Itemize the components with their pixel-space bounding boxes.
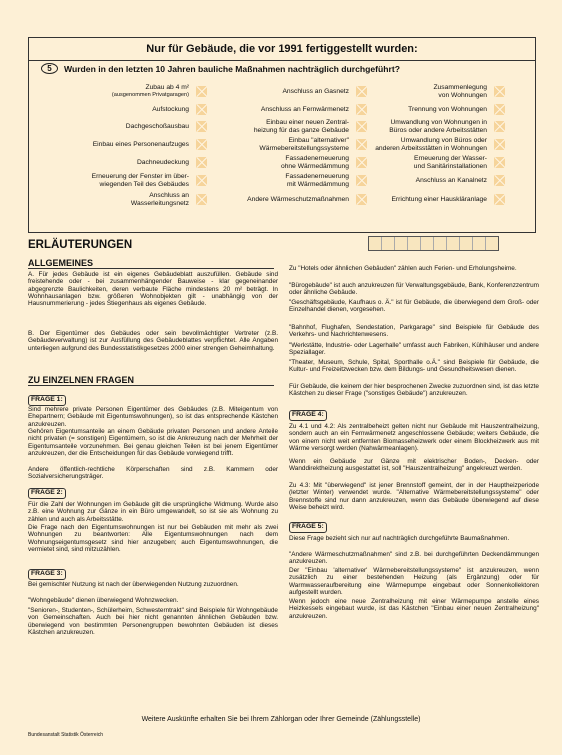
option-line: Dachneudeckung [136,159,189,166]
option-line: Büros oder andere Arbeitsstätten [389,126,487,134]
option-label [408,106,487,114]
frage5-p4: Wenn jedoch eine neue Zentralheizung mit einer Wärmepumpe anstelle eines Heizkessels eingebaut wurde, ist das Kästchen "Einbau einer neuen Zentralheizung" anzukreuzen. [289,598,539,620]
option-checkbox[interactable] [494,157,505,168]
option-checkbox[interactable] [356,86,367,97]
frage3-p3: "Senioren-, Studenten-, Schülerheim, Schwesterntrakt" sind Beispiele für Wohngebäude von Gemeinschaften. Auch bei hier nicht genannten ähnlichen Gebäuden bzw. überwiegend von bestimmten Personengruppen bewohnten Gebäuden ist dieses Kästchen anzukreuzen. [28,607,278,637]
question-number: 5 [41,63,58,74]
option-label [137,159,189,167]
option-line: Dachgeschoßausbau [125,123,189,130]
option-checkbox[interactable] [196,139,207,150]
option-line: Trennung von Wohnungen [408,106,487,113]
construction-measures-section [28,37,536,233]
option-line: und Sanitärinstallationen [413,162,487,170]
option-label [285,173,349,188]
option-line: Erneuerung der Wasser- [414,155,487,162]
frage3-r3: "Geschäftsgebäude, Kaufhaus o. Ä." ist für Gebäude, die überwiegend dem Groß- oder Einzelhandel dienen, vorgesehen. [289,299,539,314]
option-line: Einbau "alternativer" [288,137,349,144]
frage3-r4: "Bahnhof, Flughafen, Sendestation, Parkgarage" sind Beispiele für Gebäude des Verkehrs- und Nachrichtenwesens. [289,324,539,339]
option-line: Aufstockung [152,106,189,113]
option-line: Zusammenlegung [433,84,487,91]
option-line: Errichtung einer Hauskläranlage [391,196,487,203]
code-boxes[interactable] [368,236,499,251]
tag-frage-1: FRAGE 1: [28,395,66,406]
option-label [414,155,487,170]
frage3-p1: Bei gemischter Nutzung ist nach der überwiegenden Nutzung zuzuordnen. [28,581,239,588]
specific-heading: ZU EINZELNEN FRAGEN [28,375,274,386]
option-checkbox[interactable] [356,104,367,115]
option-label [131,192,189,207]
frage1-p1: Sind mehrere private Personen Eigentümer des Gebäudes (z.B. Miteigentum von Ehepartnern; Gebäude mit Eigentumswohnungen), so ist das entsprechende Kästchen anzukreuzen. [28,406,278,428]
option-label [254,119,349,134]
question-text: Wurden in den letzten 10 Jahren bauliche Maßnahmen nachträglich durchgeführt? [64,63,400,74]
option-checkbox[interactable] [356,194,367,205]
tag-frage-3: FRAGE 3: [28,569,66,580]
option-checkbox[interactable] [356,139,367,150]
option-checkbox[interactable] [494,139,505,150]
option-line: Umwandlung von Wohnungen in [390,119,487,126]
option-line: Anschluss an Fernwärmenetz [260,106,349,113]
option-checkbox[interactable] [356,157,367,168]
option-label [112,84,189,99]
general-b: B. Der Eigentümer des Gebäudes oder sein bevollmächtigter Vertreter (z.B. Gebäudeverwaltung) ist zur Ausfüllung des Gebäudeblattes verpflichtet. Alle Angaben unterliegen aufgrund des Bundesstatistikgesetzes 2000 einer strengen Geheimhaltung. [28,330,278,352]
frage5-p2: "Andere Wärmeschutzmaßnahmen" sind z.B. bei durchgeführten Deckendämmungen anzukreuzen. [289,551,539,566]
option-label [152,106,189,114]
option-line: Wasserleitungsnetz [130,199,189,207]
option-label [375,137,487,152]
explanations-title: ERLÄUTERUNGEN [28,239,133,251]
option-line: Einbau einer neuen Zentral- [266,119,349,126]
general-heading: ALLGEMEINES [28,258,274,269]
option-line: heizung für das ganze Gebäude [253,126,349,134]
option-checkbox[interactable] [494,175,505,186]
option-line: Fassadenerneuerung [285,173,349,180]
option-label [282,88,349,96]
option-label [261,106,349,114]
frage4-p2: Wenn ein Gebäude zur Gänze mit elektrischer Boden-, Decken- oder Wanddirektheizung ausgestattet ist, soll "Hauszentralheizung" angekreuzt werden. [289,458,539,473]
option-label [259,137,349,152]
question-5 [41,63,400,74]
option-line: von Wohnungen [438,91,487,99]
option-checkbox[interactable] [196,104,207,115]
option-checkbox[interactable] [494,121,505,132]
option-checkbox[interactable] [494,86,505,97]
footer-note: Weitere Auskünfte erhalten Sie bei Ihrem Zählorgan oder Ihrer Gemeinde (Zählungsstelle) [141,716,421,723]
option-checkbox[interactable] [196,194,207,205]
frage3-r7: Für Gebäude, die keinem der hier besprochenen Zwecke zuzuordnen sind, ist das letzte Kästchen zu dieser Frage ("sonstiges Gebäude") anzukreuzen. [289,383,539,398]
frage1-p2: Gehören Eigentumsanteile an einem Gebäude privaten Personen und andere Anteile nicht privaten (= sonstigen) Eigentümern, so ist die Ankreuzung nach der Mehrheit der Eigentumsanteile vorzunehmen. Bei genau gleichen Teilen ist bei jenem Eigentümer anzukreuzen, der die Entscheidungen für das Gebäude vorwiegend trifft. [28,428,278,458]
frage3-r5: "Werkstätte, Industrie- oder Lagerhalle" umfasst auch Fabriken, Kühlhäuser und andere Speziallager. [289,342,539,357]
option-line: Erneuerung der Fenster im über- [91,173,189,180]
option-line: ohne Wärmedämmung [280,162,349,170]
option-label [433,84,487,99]
option-checkbox[interactable] [196,86,207,97]
divider [29,60,535,61]
frage5-p1: Diese Frage bezieht sich nur auf nachträglich durchgeführte Baumaßnahmen. [289,535,510,542]
option-label [391,196,487,204]
option-line: Anschluss an [149,192,189,199]
option-checkbox[interactable] [196,121,207,132]
option-line: anderen Arbeitsstätten in Wohnungen [375,144,487,152]
option-checkbox[interactable] [196,175,207,186]
option-label [247,196,349,204]
option-line: Anschluss an Gasnetz [282,88,349,95]
option-line: Wärmebereitstellungssysteme [259,144,349,152]
option-label [93,141,189,149]
tag-frage-4: FRAGE 4: [289,410,327,421]
frage3-p2: "Wohngebäude" dienen überwiegend Wohnzwecken. [28,597,179,604]
section-title: Nur für Gebäude, die vor 1991 fertiggestellt wurden: [146,43,418,55]
option-label [126,123,189,131]
frage4-p1: Zu 4.1 und 4.2: Als zentralbeheizt gelten nicht nur Gebäude mit Hauszentralheizung, sondern auch an ein Fernwärmenetz angeschlossene Gebäude; weiters Gebäude, die von einem nicht weit entfernten Biomasseheizwerk oder einem Blockheizwerk aus mit Wärme versorgt werden (Nahwärmeanlagen). [289,423,539,453]
option-line: Einbau eines Personenaufzuges [92,141,189,148]
frage4-p3: Zu 4.3: Mit "überwiegend" ist jener Brennstoff gemeint, der in der Hauptheizperiode (letzter Winter) verwendet wurde. "Alternative Wärmebereitstellungssysteme" oder Brennstoffe sind nur dann anzukreuzen, wenn das Gebäude überwiegend auf diese Weise beheizt wird. [289,482,539,512]
frage3-r2: "Bürogebäude" ist auch anzukreuzen für Verwaltungsgebäude, Bank, Konferenzzentrum oder ähnliche Gebäude. [289,282,539,297]
general-a: A. Für jedes Gebäude ist ein eigenes Gebäudeblatt auszufüllen. Gebäude sind freistehende oder - bei zusammenhängender Bauweise - klar gegeneinander abgegrenzte Baulichkeiten, deren verbaute Fläche mindestens 20 m² beträgt. In Wohnhausanlagen bzw. größeren Wohnobjekten gilt - unabhängig von der Hausnummerierung - jedes Stiegenhaus als eigenes Gebäude. [28,271,278,308]
option-label [389,119,487,134]
option-label [416,177,487,185]
option-line: (ausgenommen Privatgaragen) [111,91,189,98]
frage2-p1: Für die Zahl der Wohnungen im Gebäude gilt die ursprüngliche Widmung. Wurde also z.B. eine Wohnung zur Gänze in ein Büro umgewandelt, so ist sie als Wohnung zu zählen und auch als Arbeitsstätte. [28,501,278,523]
option-checkbox[interactable] [494,104,505,115]
option-checkbox[interactable] [196,157,207,168]
option-line: Andere Wärmeschutzmaßnahmen [247,196,349,203]
frage3-r6: "Theater, Museum, Schule, Spital, Sporthalle o.Ä." sind Beispiele für Gebäude, die Kultur- und Freizeitzwecken bzw. dem Bildungs- und Gesundheitswesen dienen. [289,359,539,374]
option-checkbox[interactable] [494,194,505,205]
frage1-p3: Andere öffentlich-rechtliche Körperschaften sind z.B. Kammern oder Sozialversicherungsträger. [28,466,278,481]
tag-frage-2: FRAGE 2: [28,488,66,499]
tag-frage-5: FRAGE 5: [289,522,327,533]
frage2-p2: Die Frage nach den Eigentumswohnungen ist nur bei Gebäuden mit mehr als zwei Wohnungen zu beantworten: Alle Eigentumswohnungen nach dem Wohnungseigentumsgesetz sind hier anzugeben; auch Eigentumswohnungen, die vermietet sind, sind mitzuzählen. [28,524,278,554]
option-line: mit Wärmedämmung [286,180,349,188]
option-line: Fassadenerneuerung [285,155,349,162]
option-checkbox[interactable] [356,175,367,186]
publisher: Bundesanstalt Statistik Österreich [28,732,104,738]
option-line: Umwandlung von Büros oder [400,137,487,144]
option-line: wiegenden Teil des Gebäudes [99,180,189,188]
frage3-r1: Zu "Hotels oder ähnlichen Gebäuden" zählen auch Ferien- und Erholungsheime. [289,265,517,272]
option-line: Zubau ab 4 m² [145,84,189,91]
option-line: Anschluss an Kanalnetz [415,177,487,184]
option-checkbox[interactable] [356,121,367,132]
frage5-p3: Der "Einbau 'alternativer' Wärmebereitstellungssysteme" ist anzukreuzen, wenn zusätzlich zu einer bestehenden Heizung (als Ergänzung) oder für Warmwasseraufbereitung eine Wärmepumpe eingebaut oder Sonnenkollektoren aufgestellt wurden. [289,567,539,597]
option-label [92,173,189,188]
option-label [281,155,349,170]
